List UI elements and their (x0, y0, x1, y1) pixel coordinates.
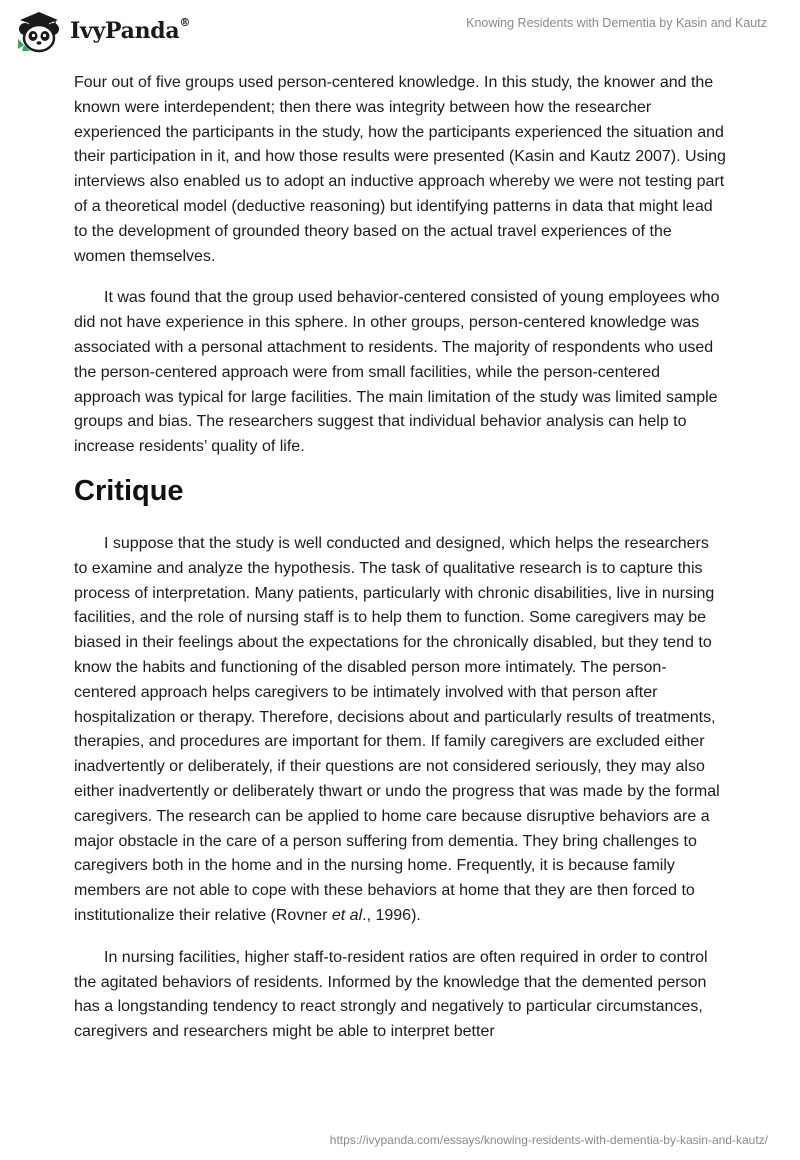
panda-logo-icon (14, 9, 64, 53)
paragraph-3 (74, 532, 726, 929)
paragraph-3-text: I suppose that the study is well conducted and designed, which helps the researchers to examine and analyze the hypothesis. The task of qualitative research is to capture this process of interpretation. Many patients, particularly with chronic disabilities, live in nursing facilities, and the role of nursing staff is to help them to function. Some caregivers may be biased in their feelings about the expectations for the chronically disabled, but they tend to know the habits and functioning of the disabled person more intimately. The person-centered approach helps caregivers to be intimately involved with that person after hospitalization or therapy. Therefore, decisions about and particularly results of treatments, therapies, and procedures are important for them. If family caregivers are excluded either inadvertently or deliberately, if their questions are not considered seriously, they may also either inadvertently or deliberately thwart or undo the progress that was made by the formal caregivers. The research can be applied to home care because disruptive behaviors are a major obstacle in the care of a person suffering from dementia. They bring challenges to caregivers both in the home and in the nursing home. Frequently, it is because family members are not able to cope with these behaviors at home that they are then forced to institutionalize their relative (Rovner (74, 534, 720, 924)
logo[interactable] (14, 8, 190, 54)
paragraph-3-citation-tail: ., 1996). (362, 906, 421, 924)
page-header (0, 0, 800, 60)
essay-content (74, 71, 726, 1045)
paragraph-1: Four out of five groups used person-centered knowledge. In this study, the knower and the known were interdependent; then there was integrity between how the researcher experienced the participants in the study, how the participants experienced the situation and their participation in it, and how those results were presented (Kasin and Kautz 2007). Using interviews also enabled us to adopt an inductive approach whereby we were not testing part of a theoretical model (deductive reasoning) but identifying patterns in data that might lead to the development of grounded theory based on the actual travel experiences of the women themselves. (74, 74, 726, 265)
paragraph-2: It was found that the group used behavior-centered consisted of young employees who did not have experience in this sphere. In other groups, person-centered knowledge was associated with a personal attachment to residents. The majority of respondents who used the person-centered approach were from small facilities, while the person-centered approach was typical for large facilities. The main limitation of the study was limited sample groups and bias. The researchers suggest that individual behavior analysis can help to increase residents’ quality of life. (74, 289, 720, 456)
paragraph-4: In nursing facilities, higher staff-to-resident ratios are often required in order to control the agitated behaviors of residents. Informed by the knowledge that the demented person has a longstanding tendency to react strongly and negatively to particular circumstances, caregivers and researchers might be able to interpret better (74, 948, 708, 1041)
brand-name: IvyPanda® (70, 15, 191, 44)
section-heading-critique: Critique (74, 474, 184, 507)
registered-mark: ® (179, 15, 191, 29)
footer-url[interactable]: https://ivypanda.com/essays/knowing-residents-with-dementia-by-kasin-and-kautz/ (329, 1133, 768, 1147)
citation-et-al: et al (331, 906, 363, 924)
document-title: Knowing Residents with Dementia by Kasin and Kautz (466, 16, 767, 30)
